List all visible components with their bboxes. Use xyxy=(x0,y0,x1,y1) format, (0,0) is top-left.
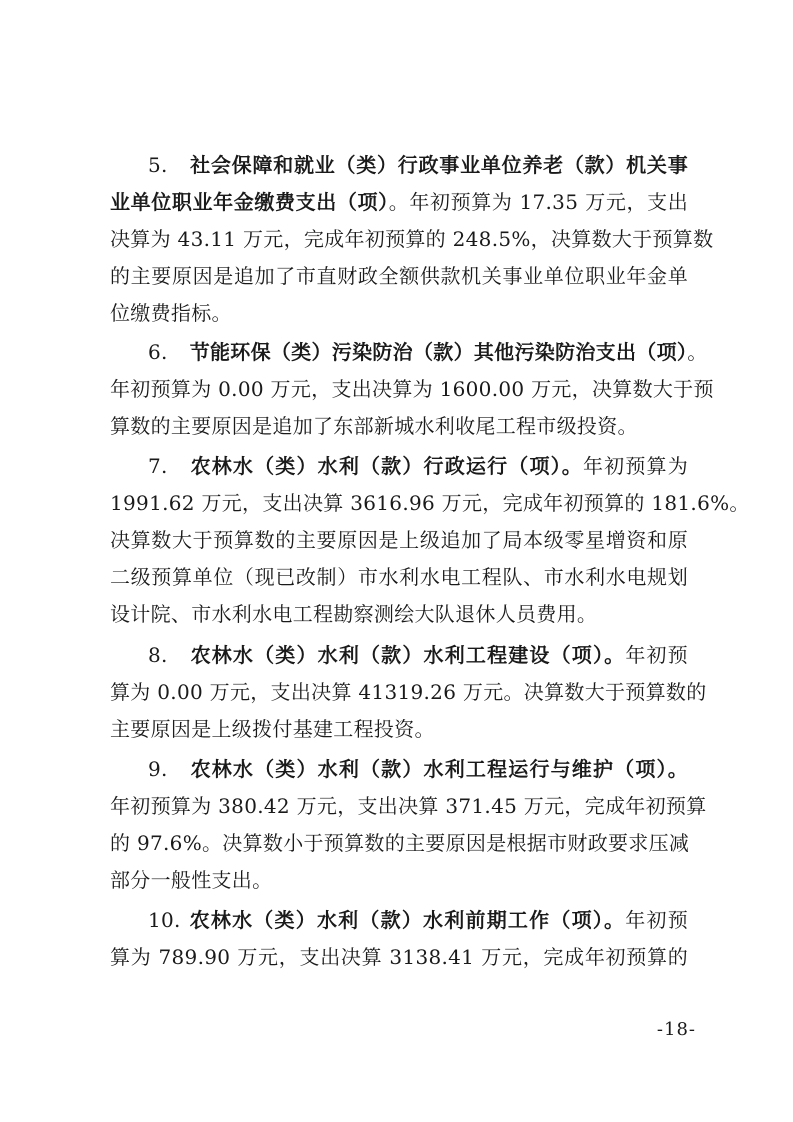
paragraph-7-line-2 xyxy=(110,485,750,522)
paragraph-7-line-3 xyxy=(110,522,688,559)
paragraph-8-line-1 xyxy=(148,637,688,674)
body-text: 年初预 xyxy=(625,908,688,932)
body-text: 1991.62 万元，支出决算 3616.96 万元，完成年初预算的 181.6%。 xyxy=(110,491,750,515)
item-heading: 节能环保（类）污染防治（款）其他污染防治支出（项） xyxy=(189,340,688,364)
paragraph-7-line-5 xyxy=(110,596,688,633)
paragraph-6-line-1 xyxy=(148,334,708,371)
paragraph-9-line-4 xyxy=(110,862,688,899)
paragraph-9-line-3 xyxy=(110,825,688,862)
paragraph-8-line-2 xyxy=(110,674,707,711)
paragraph-10-line-1 xyxy=(148,902,688,939)
paragraph-5-line-3 xyxy=(110,221,714,258)
paragraph-5-line-4 xyxy=(110,258,688,295)
body-text: 年初预算为 380.42 万元，支出决算 371.45 万元，完成年初预算 xyxy=(110,794,707,818)
paragraph-5-line-5 xyxy=(110,295,688,332)
paragraph-5-line-2 xyxy=(110,184,688,221)
body-text: 。年初预算为 17.35 万元，支出 xyxy=(388,190,689,214)
body-text: 年初预算为 0.00 万元，支出决算为 1600.00 万元，决算数大于预 xyxy=(110,377,714,401)
item-heading: 社会保障和就业（类）行政事业单位养老（款）机关事 xyxy=(189,153,688,177)
paragraph-6-line-3 xyxy=(110,408,688,445)
item-heading-cont: 业单位职业年金缴费支出（项） xyxy=(110,190,389,214)
paragraph-7-line-4 xyxy=(110,559,688,596)
item-heading: 农林水（类）水利（款）行政运行（项）。 xyxy=(189,454,583,478)
body-text: 的 97.6%。决算数小于预算数的主要原因是根据市财政要求压减 xyxy=(110,831,690,855)
item-number: 8. xyxy=(148,643,168,667)
paragraph-5-line-1 xyxy=(148,147,688,184)
item-number: 5. xyxy=(148,153,168,177)
item-heading: 农林水（类）水利（款）水利工程建设（项）。 xyxy=(189,643,626,667)
body-text: 部分一般性支出。 xyxy=(110,868,273,892)
body-text: 决算为 43.11 万元，完成年初预算的 248.5%，决算数大于预算数 xyxy=(110,227,714,251)
item-number: 9. xyxy=(148,757,168,781)
item-number: 7. xyxy=(148,454,168,478)
paragraph-10-line-2 xyxy=(110,939,688,976)
item-number: 6. xyxy=(148,340,168,364)
body-text: 年初预 xyxy=(625,643,688,667)
body-text: 算为 0.00 万元，支出决算 41319.26 万元。决算数大于预算数的 xyxy=(110,680,707,704)
paragraph-6-line-2 xyxy=(110,371,714,408)
body-text: 。 xyxy=(687,340,708,364)
page-number: -18- xyxy=(656,1019,696,1040)
body-text: 主要原因是上级拨付基建工程投资。 xyxy=(110,717,435,741)
body-text: 设计院、市水利水电工程勘察测绘大队退休人员费用。 xyxy=(110,602,598,626)
paragraph-9-line-1 xyxy=(148,751,688,788)
body-text: 年初预算为 xyxy=(582,454,689,478)
body-text: 二级预算单位（现已改制）市水利水电工程队、市水利水电规划 xyxy=(110,565,688,589)
item-heading: 农林水（类）水利（款）水利工程运行与维护（项）。 xyxy=(189,757,688,781)
body-text: 算数的主要原因是追加了东部新城水利收尾工程市级投资。 xyxy=(110,414,638,438)
item-number: 10. xyxy=(148,908,181,932)
body-text: 算为 789.90 万元，支出决算 3138.41 万元，完成年初预算的 xyxy=(110,945,688,969)
body-text: 决算数大于预算数的主要原因是上级追加了局本级零星增资和原 xyxy=(110,528,688,552)
paragraph-9-line-2 xyxy=(110,788,707,825)
body-text: 位缴费指标。 xyxy=(110,301,232,325)
paragraph-8-line-3 xyxy=(110,711,688,748)
item-heading: 农林水（类）水利（款）水利前期工作（项）。 xyxy=(188,908,626,932)
body-text: 的主要原因是追加了市直财政全额供款机关事业单位职业年金单 xyxy=(110,264,688,288)
paragraph-7-line-1 xyxy=(148,448,688,485)
